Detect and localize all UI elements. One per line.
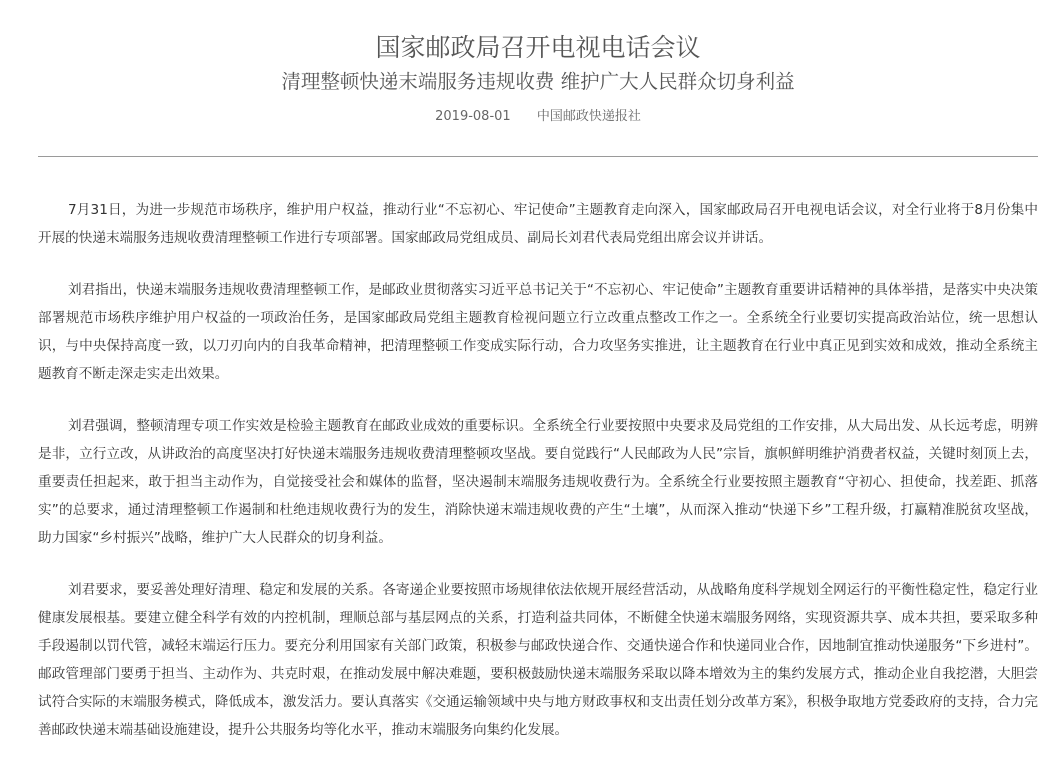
header-divider [38,156,1038,157]
article-body [38,196,1038,768]
article-title: 国家邮政局召开电视电话会议 [375,33,701,62]
paragraph: 7月31日，为进一步规范市场秩序，维护用户权益，推动行业“不忘初心、牢记使命”主题教育走向深入，国家邮政局召开电视电话会议，对全行业将于8月份集中开展的快递末端服务违规收费清理整顿工作进行专项部署。国家邮政局党组成员、副局长刘君代表局党组出席会议并讲话。 [38,202,1038,246]
paragraph: 刘君要求，要妥善处理好清理、稳定和发展的关系。各寄递企业要按照市场规律依法依规开展经营活动，从战略角度科学规划全网运行的平衡性稳定性，稳定行业健康发展根基。要建立健全科学有效的内控机制，理顺总部与基层网点的关系，打造利益共同体，不断健全快递末端服务网络，实现资源共享、成本共担，要采取多种手段遏制以罚代管，减轻末端运行压力。要充分利用国家有关部门政策，积极参与邮政快递合作、交通快递合作和快递同业合作，因地制宜推动快递服务“下乡进村”。邮政管理部门要勇于担当、主动作为、共克时艰，在推动发展中解决难题，要积极鼓励快递末端服务采取以降本增效为主的集约发展方式，推动企业自我挖潜，大胆尝试符合实际的末端服务模式，降低成本，激发活力。要认真落实《交通运输领域中央与地方财政事权和支出责任划分改革方案》，积极争取地方党委政府的支持，合力完善邮政快递末端基础设施建设，提升公共服务均等化水平，推动末端服务向集约化发展。 [38,582,1038,738]
paragraph: 刘君指出，快递末端服务违规收费清理整顿工作，是邮政业贯彻落实习近平总书记关于“不忘初心、牢记使命”主题教育重要讲话精神的具体举措，是落实中央决策部署规范市场秩序维护用户权益的一项政治任务，是国家邮政局党组主题教育检视问题立行立改重点整改工作之一。全系统全行业要切实提高政治站位，统一思想认识，与中央保持高度一致，以刀刃向内的自我革命精神，把清理整顿工作变成实际行动，合力攻坚务实推进，让主题教育在行业中真正见到实效和成效，推动全系统主题教育不断走深走实走出效果。 [38,282,1038,382]
paragraph: 刘君强调，整顿清理专项工作实效是检验主题教育在邮政业成效的重要标识。全系统全行业要按照中央要求及局党组的工作安排，从大局出发、从长远考虑，明辨是非，立行立改，从讲政治的高度坚决打好快递末端服务违规收费清理整顿攻坚战。要自觉践行“人民邮政为人民”宗旨，旗帜鲜明维护消费者权益，关键时刻顶上去，重要责任担起来，敢于担当主动作为，自觉接受社会和媒体的监督，坚决遏制末端服务违规收费行为。全系统全行业要按照主题教育“守初心、担使命，找差距、抓落实”的总要求，通过清理整顿工作遏制和杜绝违规收费行为的发生，消除快递末端违规收费的产生“土壤”，从而深入推动“快递下乡”工程升级，打赢精准脱贫攻坚战，助力国家“乡村振兴”战略，维护广大人民群众的切身利益。 [38,418,1038,546]
publish-date: 2019-08-01 [435,109,511,124]
article-meta [0,107,1054,127]
publish-source: 中国邮政快递报社 [536,109,641,124]
article-subtitle: 清理整顿快递末端服务违规收费 维护广大人民群众切身利益 [281,70,795,93]
